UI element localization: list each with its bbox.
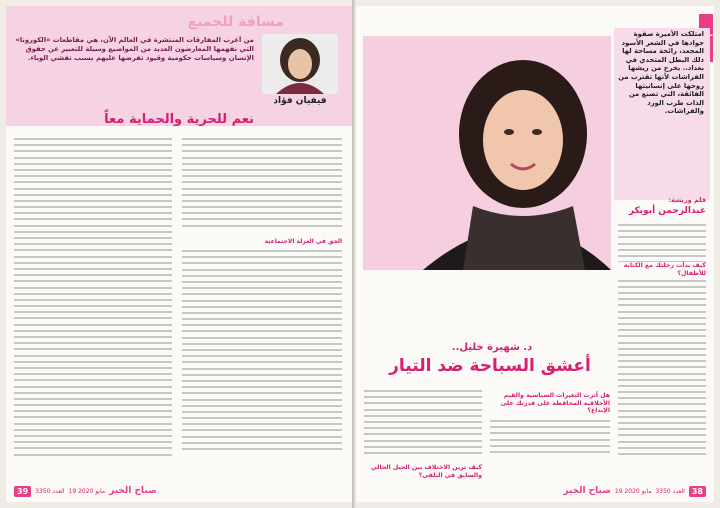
body-text-column (618, 224, 706, 464)
question-heading: كيف بدأت رحلتك مع الكتابة للأطفال؟ (618, 262, 706, 278)
body-text-column (364, 390, 482, 460)
interview-photo (363, 36, 611, 270)
body-text-column (490, 420, 610, 460)
body-text-column (182, 250, 342, 456)
issue-date: 19 مايو 2020 (614, 487, 652, 495)
interview-kicker: د. شهيرة خليل.. (451, 342, 533, 353)
issue-number: العدد 3350 (655, 487, 685, 495)
byline-name: عبدالرحمن أبوبكر (628, 206, 706, 216)
magazine-logo: صباح الخير (109, 486, 157, 496)
column-title: مسافة للجميع (187, 14, 284, 30)
page-number: 38 (689, 486, 706, 497)
interview-intro: امتلكت الأميرة صفوة جوادها في الشعر الأسود المجعد، رائحة مساحة لها ذلك البطل المتحدي في بغداد.. يخرج من ريشها الفراشات لأنها تقترب من روحها على إنسانيتها الفائقة، التي تصنع من الذات طرب الورد والفراشات. (618, 30, 704, 116)
question-heading: هل أثرت التغيرات السياسية والقيم الأخلاقية المحافظة على قدرتك على الإبداع؟ (500, 392, 610, 415)
magazine-logo: صباح الخير (563, 486, 611, 496)
column-headline: نعم للحرية والحماية معاً (104, 112, 254, 127)
question-heading: كيف ترين الاختلاف بين الجيل الحالي والسابق في التلقي؟ (370, 464, 482, 479)
page-gutter (352, 0, 356, 508)
issue-date: 19 مايو 2020 (68, 487, 106, 495)
right-folio (563, 482, 706, 500)
body-text-column (14, 138, 172, 456)
body-text-column (182, 138, 342, 234)
page-number: 39 (14, 486, 31, 497)
byline-label: قلم وريشة: (668, 196, 706, 204)
left-folio (14, 482, 157, 500)
author-name: فيفيان فؤاد (273, 96, 327, 106)
issue-number: العدد 3350 (35, 487, 65, 495)
subheading: الحق في العزلة الاجتماعية (264, 238, 342, 245)
author-avatar (262, 34, 338, 94)
column-lead-text: من أغرب المفارقات المنتشرة في العالم الآن، هي مقاطعات «الكورونا» التي نفهمها المعارضون العديد من المواضيع وسيلة للتعبير عن حقوق الإنسان وسياسات حكومية وقيود تفرضها عليهم بسبب تفشي الوباء. (15, 36, 254, 62)
interview-title: أعشق السباحة ضد التيار (389, 356, 591, 376)
